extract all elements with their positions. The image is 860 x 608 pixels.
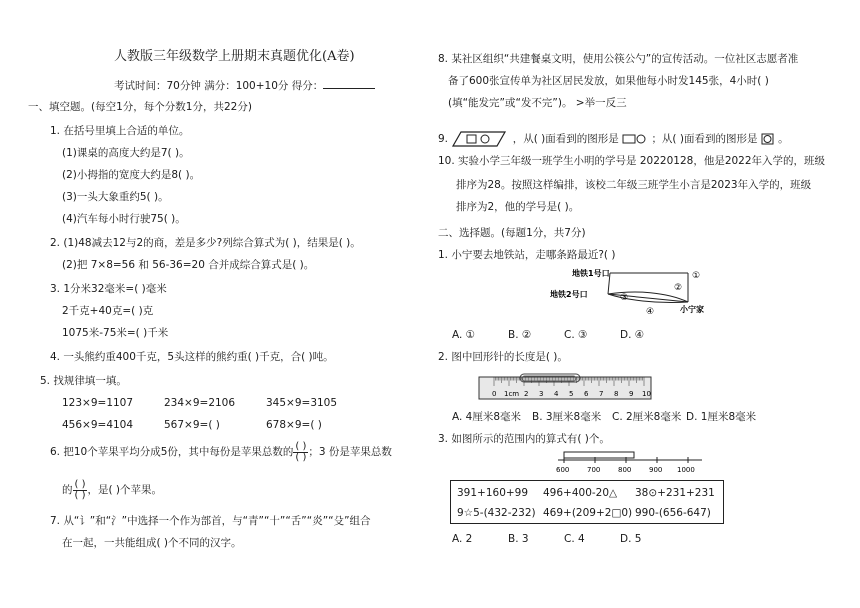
home-label: 小宁家 xyxy=(680,305,704,314)
route-map xyxy=(546,264,726,320)
q10-line-1: 10. 实验小学三年级一班学生小明的学号是 20220128，他是2022年入学的，班级 xyxy=(438,155,826,167)
c2-options xyxy=(452,410,756,424)
q2-2: (2)把 7×8=56 和 56-36=20 合并成综合算式是( )。 xyxy=(62,259,315,271)
c1-options xyxy=(452,328,676,342)
q3-1: 3. 1分米32毫米=( )毫米 xyxy=(50,283,167,295)
ruler-tick-label: 7 xyxy=(599,390,604,398)
q6-line-1: 6. 把10个苹果平均分成5份，其中每份是苹果总数的 $\frac{( )}{( )}$ ；3 份是苹果总数 xyxy=(50,440,392,463)
ruler-tick-label: 10 xyxy=(642,390,651,398)
q5-row-1 xyxy=(62,396,337,410)
expression: 469+(209+2□0) xyxy=(543,507,633,519)
q3-3: 1075米-75米=( )千米 xyxy=(62,327,169,339)
page-title: 人教版三年级数学上册期末真题优化(A卷) xyxy=(114,49,355,64)
q1: 1. 在括号里填上合适的单位。 xyxy=(50,125,190,137)
q2-1: 2. (1)48减去12与2的商，差是多少?列综合算式为( )，结果是( )。 xyxy=(50,237,361,249)
ruler-unit: 1cm xyxy=(504,390,520,398)
square-circle-view-icon xyxy=(761,133,775,145)
expression: 990-(656-647) xyxy=(635,507,711,519)
c3: 3. 如图所示的范围内的算式有( )个。 xyxy=(438,433,610,445)
q5: 5. 找规律填一填。 xyxy=(40,375,127,387)
q6-line-2: 的 $\frac{( )}{( )}$ ，是( )个苹果。 xyxy=(62,478,163,501)
q10-line-2: 排序为28。按照这样编排，该校二年级三班学生小言是2023年入学的，班级 xyxy=(456,179,812,191)
q5-eq: 678×9=( ) xyxy=(266,419,322,431)
q5-row-2 xyxy=(62,418,322,432)
option-c[interactable]: C. ③ xyxy=(564,329,588,341)
ruler-tick-label: 3 xyxy=(539,390,544,398)
station-1-label: 地铁1号口 xyxy=(572,269,610,278)
c1: 1. 小宁要去地铁站，走哪条路最近?( ) xyxy=(438,249,616,261)
option-b[interactable]: B. 3 xyxy=(508,533,529,545)
q5-eq: 345×9=3105 xyxy=(266,397,338,409)
q6-fraction-blank-1[interactable]: $\frac{( )}{( )}$ xyxy=(295,440,307,463)
solid-figure-icon xyxy=(451,128,509,150)
route-label: ③ xyxy=(620,293,629,303)
q3-2: 2千克+40克=( )克 xyxy=(62,305,154,317)
option-c[interactable]: C. 2厘米8毫米 xyxy=(612,411,682,423)
ruler-tick-label: 4 xyxy=(554,390,559,398)
axis-label: 1000 xyxy=(677,466,695,474)
score-blank[interactable] xyxy=(323,78,375,89)
axis-label: 700 xyxy=(587,466,601,474)
route-label: ② xyxy=(674,283,683,293)
expression: 9☆5-(432-232) xyxy=(457,507,536,519)
station-2-label: 地铁2号口 xyxy=(550,290,588,299)
ruler-tick-label: 2 xyxy=(524,390,529,398)
q1-1: (1)课桌的高度大约是7( )。 xyxy=(62,147,190,159)
q8-line-1: 8. 某社区组织“共建餐桌文明，使用公筷公勺”的宣传活动。一位社区志愿者准 xyxy=(438,53,799,65)
option-d[interactable]: D. 1厘米8毫米 xyxy=(686,411,757,423)
q5-eq: 234×9=2106 xyxy=(164,397,236,409)
option-a[interactable]: A. ① xyxy=(452,329,476,341)
option-d[interactable]: D. 5 xyxy=(620,533,642,545)
ruler-tick-label: 9 xyxy=(629,390,634,398)
expression: 496+400-20△ xyxy=(543,487,618,499)
c2: 2. 图中回形针的长度是( )。 xyxy=(438,351,568,363)
q1-4: (4)汽车每小时行驶75( )。 xyxy=(62,213,186,225)
expr-row-1 xyxy=(457,483,717,503)
q9: 9. ，从( )面看到的图形是 ；从( )面看到的图形是 。 xyxy=(438,128,789,150)
route-label: ④ xyxy=(646,307,655,317)
q7-line-1: 7. 从“讠”和“氵”中选择一个作为部首，与“青”“十”“舌”“炎”“殳”组合 xyxy=(50,515,371,527)
option-b[interactable]: B. ② xyxy=(508,329,532,341)
expression: 38⊙+231+231 xyxy=(635,487,715,499)
option-c[interactable]: C. 4 xyxy=(564,533,585,545)
q10-line-3: 排序为2，他的学号是( )。 xyxy=(456,201,580,213)
option-a[interactable]: A. 2 xyxy=(452,533,473,545)
q1-3: (3)一头大象重约5( )。 xyxy=(62,191,169,203)
q8-line-2: 备了600张宣传单为社区居民发放，如果他每小时发145张，4小时( ) xyxy=(448,75,769,87)
axis-label: 800 xyxy=(618,466,632,474)
section-fill-title: 一、填空题。(每空1分，每个分数1分，共22分) xyxy=(28,101,252,113)
rect-circle-view-icon xyxy=(622,133,648,145)
option-b[interactable]: B. 3厘米8毫米 xyxy=(532,411,602,423)
q4: 4. 一头熊约重400千克，5头这样的熊约重( )千克，合( )吨。 xyxy=(50,351,334,363)
q5-eq: 456×9=4104 xyxy=(62,419,134,431)
c3-options xyxy=(452,532,676,546)
q5-eq: 567×9=( ) xyxy=(164,419,220,431)
ruler-tick-label: 5 xyxy=(569,390,574,398)
option-d[interactable]: D. ④ xyxy=(620,329,645,341)
expression: 391+160+99 xyxy=(457,487,529,499)
ruler-tick-label: 8 xyxy=(614,390,619,398)
q8-line-3: (填“能发完”或“发不完”)。 >举一反三 xyxy=(448,97,627,109)
axis-label: 900 xyxy=(649,466,663,474)
number-axis xyxy=(556,450,706,474)
q5-eq: 123×9=1107 xyxy=(62,397,134,409)
ruler-figure xyxy=(478,370,654,402)
expr-row-2 xyxy=(457,503,717,523)
q6-fraction-blank-2[interactable]: $\frac{( )}{( )}$ xyxy=(74,478,86,501)
section-choice-title: 二、选择题。(每题1分，共7分) xyxy=(438,227,586,239)
exam-info: 考试时间：70分钟 满分：100+10分 得分： xyxy=(114,78,375,93)
axis-label: 600 xyxy=(556,466,570,474)
route-label: ① xyxy=(692,271,701,281)
ruler-tick-label: 6 xyxy=(584,390,589,398)
option-a[interactable]: A. 4厘米8毫米 xyxy=(452,411,522,423)
ruler-zero: 0 xyxy=(492,390,497,398)
q7-line-2: 在一起，一共能组成( )个不同的汉字。 xyxy=(62,537,242,549)
expression-box xyxy=(450,480,724,524)
q1-2: (2)小拇指的宽度大约是8( )。 xyxy=(62,169,201,181)
